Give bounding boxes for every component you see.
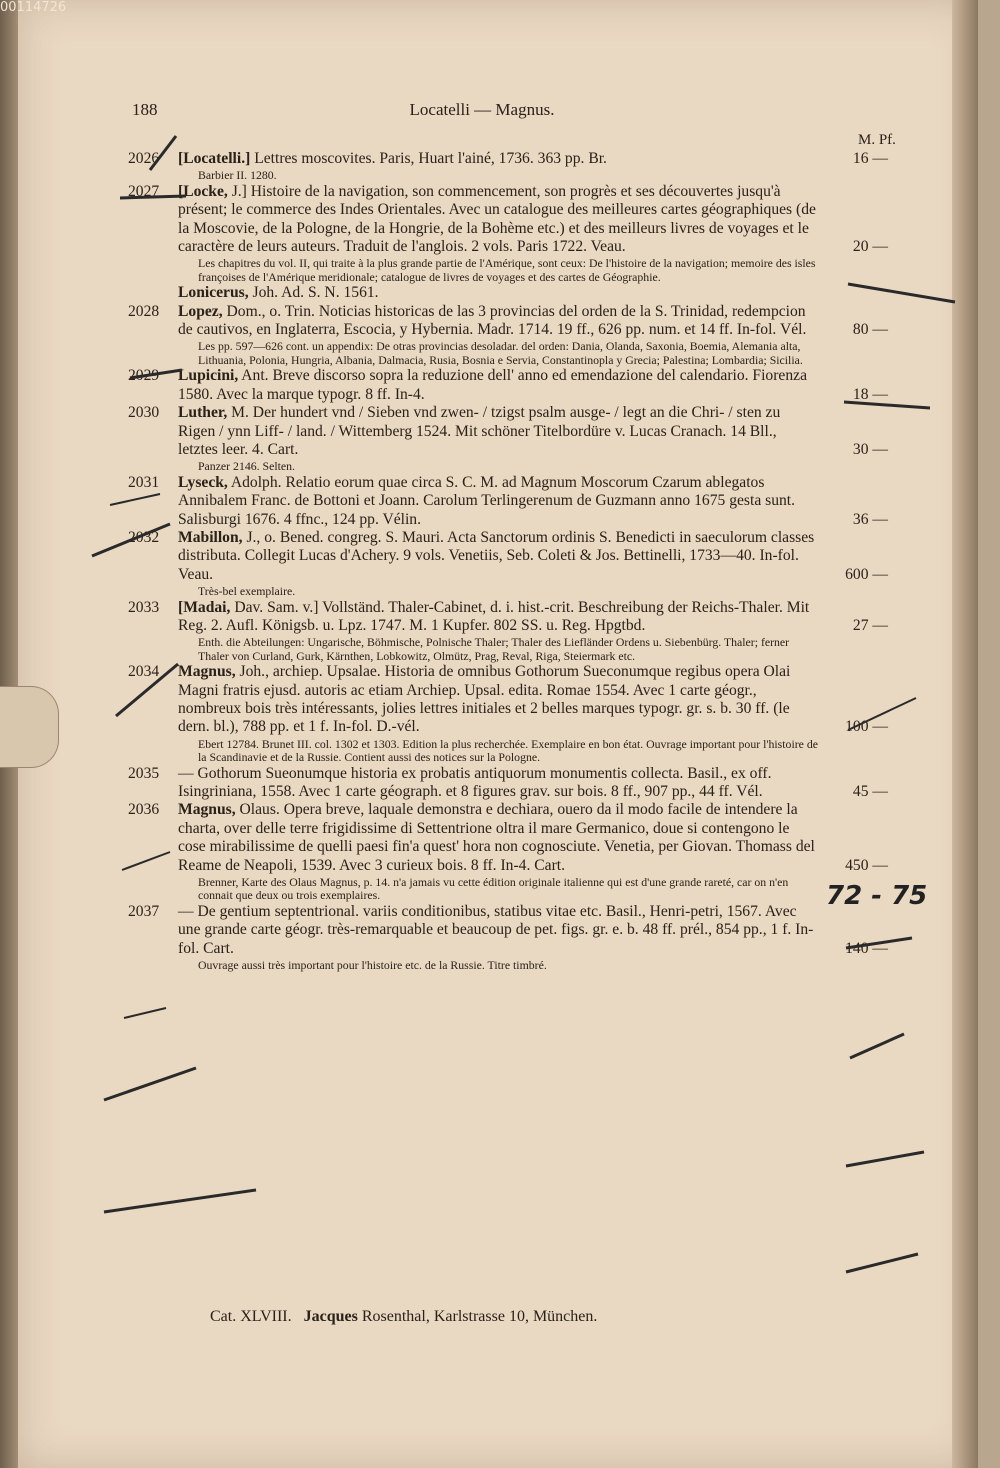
check-mark-2035	[124, 1008, 166, 1018]
entry-number: 2033	[128, 598, 160, 616]
entry-description: — Gothorum Sueonumque historia ex probatis antiquorum monumentis collecta. Basil., ex off. Isingriniana, 1558. Avec 1 carte géograph. et 8 figures grav. sur bois. 8 ff., 907 pp., 44 ff. Vél.	[178, 764, 772, 801]
entry-description: J.] Histoire de la navigation, son commencement, son progrès et ses découvertes jusqu'à présent; le commerce des Indes Orientales. Avec un catalogue des meilleures cartes géographiques (de la Moscovie, de la Pologne, de la Hongrie, de la Bohème etc.) et des meilleurs livres de voyages et le caractère de leurs auteurs. Traduit de l'anglois. 2 vols. Paris 1722. Veau.	[178, 182, 816, 256]
entry-description: Olaus. Opera breve, laquale demonstra e dechiara, ouero da il modo facile de intendere la charta, over delle terre frigidissime di Settentrione oltra il mare Germanico, doue si contengono le cose mirabilissime de quelli paesi fin'a quest' hora non cognosciute. Venetia, per Giovan. Thomass del Reame de Neapoli, 1539. Avec 3 curieux bois. 8 ff. In-4. Cart.	[178, 801, 815, 874]
entry-number: 2028	[128, 302, 160, 320]
firm-name-first: Jacques	[303, 1308, 358, 1325]
entry-description: Adolph. Relatio eorum quae circa S. C. M. ad Magnum Moscorum Czarum ablegatos Annibalem Franc. de Bottoni et Joann. Carolum Terlingerenum de Guzmann anno 1675 gesta sunt. Salisburgi 1676. 4 ffnc., 124 pp. Vélin.	[178, 473, 796, 528]
strike-mark-2028	[130, 370, 182, 378]
strike-price-2028	[844, 402, 930, 408]
entry-price: 80 —	[852, 321, 888, 339]
entry-heading: Luther,	[178, 404, 228, 422]
strike-price-2037	[846, 1254, 918, 1272]
check-mark-price-2035	[850, 1034, 904, 1058]
entry-note: Panzer 2146. Selten.	[198, 459, 295, 474]
strike-mark-2027	[120, 196, 186, 198]
entry-number: 2035	[128, 764, 160, 782]
entry-description: Joh., archiep. Upsalae. Historia de omnibus Gothorum Sueconumque regibus opera Olai Magni fratris ejusd. autoris ac etiam Archiep. Upsal. edita. Romae 1554. Avec 1 carte géogr., nombreux bois très intéressants, jolies lettres initiales et 2 belles marques typogr. gr. s. b. 30 ff. (le dern. bl.), 788 pp. et 1 f. In-fol. D.-vél.	[178, 663, 791, 736]
page-number: 188	[132, 100, 158, 119]
entry-description: — De gentium septentrional. variis conditionibus, statibus vitae etc. Basil., Henri-petri, 1567. Avec une grande carte géogr. très-remarquable et beaucoup de pet. figs. gr. e. b. 48 ff. prél., 854 pp., 1 f. In-fol. Cart.	[178, 902, 814, 957]
entry-note: Très-bel exemplaire.	[198, 584, 296, 599]
entry-price: 45 —	[852, 783, 888, 801]
entry-note: Enth. die Abteilungen: Ungarische, Böhmische, Polnische Thaler; Thaler des Liefländer Ordens u. Siebenbürg. Thaler; ferner Thaler von Curland, Gurk, Kärnthen, Lobkowitz, Olmütz, Prag, Reval, Riga, Steiermark etc.	[198, 635, 790, 663]
entry-price: 30 —	[852, 440, 888, 458]
entry-heading: Magnus,	[178, 801, 236, 819]
entry-heading: [Madai,	[178, 598, 231, 616]
entry-note: Barbier II. 1280.	[198, 168, 277, 183]
firm-name-rest: Rosenthal, Karlstrasse 10, München.	[357, 1308, 598, 1325]
entry-price: 16 —	[852, 150, 888, 167]
entry-heading: Lupicini,	[178, 367, 239, 385]
price-column-head: M. Pf.	[858, 132, 896, 148]
entry-description: Dom., o. Trin. Noticias historicas de las 3 provincias del orden de la S. Trinidad, redempcion de cautivos, en Inglaterra, Escocia, y Hybernia. Madr. 1714. 19 ff., 626 pp. num. et 14 ff. In-fol. Vél.	[178, 302, 807, 339]
entry-price: 20 —	[852, 238, 888, 256]
running-head: Locatelli — Magnus.	[409, 100, 555, 119]
entry-price: 18 —	[852, 385, 888, 403]
entry-heading: [Locatelli.]	[178, 150, 251, 167]
entry-number: 2031	[128, 473, 160, 491]
entry-heading: Lonicerus,	[178, 284, 249, 302]
entry-price: 600 —	[845, 565, 888, 583]
entry-price: 100 —	[845, 718, 888, 736]
entry-description: M. Der hundert vnd / Sieben vnd zwen- / tzigst psalm ausge- / legt an die Chri- / sten zu Rigen / ynn Liff- / land. / Wittemberg 1524. Mit schöner Titelbordüre v. Lucas Cranach. 14 Bll., letztes leer. 4. Cart.	[178, 404, 781, 458]
entry-description: Ant. Breve discorso sopra la reduzione dell' anno ed emendazione del calendario. Fiorenza 1580. Avec la marque typogr. 8 ff. In-4.	[178, 367, 807, 403]
entry-number: 2037	[128, 902, 160, 920]
entry-number: 2029	[128, 367, 160, 385]
strike-mark-2029	[110, 494, 160, 505]
entry-number: 2036	[128, 801, 160, 819]
entry-price: 36 —	[852, 510, 888, 528]
strike-mark-2037	[104, 1190, 256, 1212]
check-mark-2032	[116, 664, 178, 716]
check-mark-2034	[122, 852, 170, 870]
entry-description: J., o. Bened. congreg. S. Mauri. Acta Sanctorum ordinis S. Benedicti in saeculorum classes distributa. Collegit Lucas d'Achery. 9 vols. Venetiis, Seb. Coleti & Jos. Bettinelli, 1733—40. In-fol. Veau.	[178, 528, 815, 583]
check-mark-price-2032	[848, 698, 916, 730]
entry-description: Joh. Ad. S. N. 1561.	[248, 284, 379, 302]
entry-heading: Lopez,	[178, 302, 223, 320]
entry-note: Ebert 12784. Brunet III. col. 1302 et 1303. Edition la plus recherchée. Exemplaire en bon état. Ouvrage important pour l'histoire de la Scandinavie et de la Russie. Contient aussi des notices sur la Pologne.	[198, 736, 818, 765]
check-mark-2036	[104, 1068, 196, 1100]
entry-heading: Magnus,	[178, 663, 236, 681]
entry-price: 140 —	[845, 939, 888, 957]
entry-note: Brenner, Karte des Olaus Magnus, p. 14. n'a jamais vu cette édition originale italienne qui est d'une grande rareté, car on n'en connait que deux ou trois exemplaires.	[198, 875, 789, 903]
entry-description: Dav. Sam. v.] Vollständ. Thaler-Cabinet, d. i. hist.-crit. Beschreibung der Reichs-Thaler. Mit Reg. 2. Aufl. Königsb. u. Lpz. 1747. M. 1 Kupfer. 802 SS. u. Reg. Hpgtbd.	[178, 598, 810, 634]
catalog-number: Cat. XLVIII.	[210, 1308, 292, 1325]
entry-price: 27 —	[852, 616, 888, 634]
check-mark-2030	[92, 524, 170, 556]
entry-heading: [Locke,	[178, 182, 228, 200]
entry-number: 2030	[128, 404, 160, 422]
entry-description: Lettres moscovites. Paris, Huart l'ainé, 1736. 363 pp. Br.	[250, 150, 607, 167]
entry-number: 2032	[128, 528, 160, 546]
entry-number: 2034	[128, 663, 160, 681]
entry-heading: Mabillon,	[178, 528, 243, 546]
strike-price-2036	[846, 1152, 924, 1166]
entry-note: Ouvrage aussi très important pour l'histoire etc. de la Russie. Titre timbré.	[198, 958, 547, 973]
entry-price: 450 —	[845, 856, 888, 874]
check-mark-2026	[150, 136, 176, 170]
corner-label: 00114726	[0, 0, 67, 15]
entry-note: Les chapitres du vol. II, qui traite à la plus grande partie de l'Amérique, sont ceux: De l'histoire de la navigation; memoire des isles françoises de l'Amérique meridionale; catalogue de livres de voyages et des cartes de Géographie.	[198, 256, 816, 284]
entry-number: 2026	[128, 150, 160, 167]
entry-note: Les pp. 597—626 cont. un appendix: De otras provincias desoladar. del orden: Dania, Olanda, Saxonia, Boemia, Alemania alta, Lithuania, Polonia, Hungria, Albania, Dalmacia, Rusia, Bosnia e Servia, Constantinopla y Grecia; Palestina; Lombardia; Sicilia.	[198, 339, 803, 367]
strike-price-2027	[848, 284, 955, 302]
entry-number: 2027	[128, 182, 160, 200]
strike-price-2034	[846, 938, 912, 948]
entry-heading: Lyseck,	[178, 473, 228, 491]
handwritten-annotation: 72 - 75	[826, 881, 928, 911]
